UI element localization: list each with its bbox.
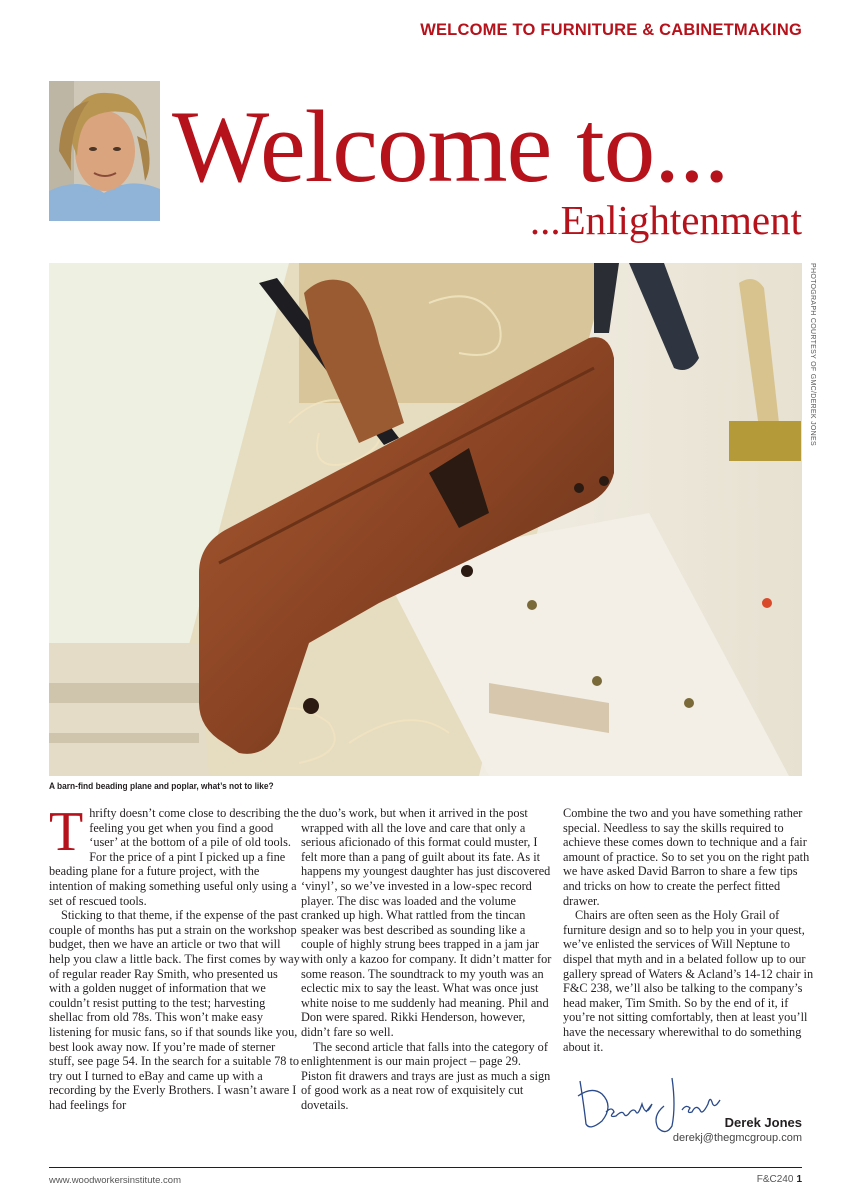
- paragraph: The second article that falls into the category of enlightenment is our main project – page 29. Piston fit drawers and trays are just as much a sign of good work as a neat row of exquisitely cut dovetails.: [301, 1039, 551, 1112]
- footer-url[interactable]: www.woodworkersinstitute.com: [49, 1175, 181, 1186]
- footer-issue: [757, 1174, 802, 1185]
- paragraph: Combine the two and you have something rather special. Needless to say the skills required to achieve these comes down to technique and a fair amount of practice. So to set you on the right path we have asked David Barron to share a few tips and tricks on how to create the perfect fitted drawer.: [563, 806, 810, 908]
- section-header: WELCOME TO FURNITURE & CABINETMAKING: [420, 21, 802, 39]
- drop-cap: T: [49, 801, 84, 863]
- paragraph: the duo’s work, but when it arrived in the post wrapped with all the love and care that only a serious aficionado of this format could muster, I felt more than a pang of guilt about its fate. As it happens my youngest daughter has just discovered ‘vinyl’, so we’ve invested in a low-spec record player. The disc was loaded and the volume cranked up high. What rattled from the tincan speaker was best described as sounding like a couple of highly strung bees trapped in a jam jar with only a kazoo for company. It didn’t matter for some reason. The soundtrack to my youth was an eclectic mix to say the least. What was once just white noise to me suddenly had meaning. Phil and Don were spared. Rikki Henderson, however, didn’t fare so well.: [301, 806, 552, 1039]
- page-number: 1: [796, 1174, 802, 1185]
- issue-number: F&C240: [756, 1174, 794, 1185]
- paragraph: Sticking to that theme, if the expense of the past couple of months has put a strain on the workshop budget, then we have an article or two that will help you claw a little back. The first comes by way of regular reader Ray Smith, who presented us with a golden nugget of information that we couldn’t resist putting to the test; harvesting shellac from old 78s. This won’t make easy listening for music fans, so if that sounds like you, best look away now. If you’re made of sterner stuff, see page 54. In the search for a suitable 78 to try out I turned to eBay and came up with a recording by the Everly Brothers. I wasn’t aware I had feelings for: [49, 908, 300, 1112]
- photo-credit-text: PHOTOGRAPH COURTESY OF GMC/DEREK JONES: [809, 263, 816, 446]
- photo-caption: A barn-find beading plane and poplar, what’s not to like?: [49, 781, 274, 792]
- author-name: Derek Jones: [724, 1115, 802, 1130]
- page-subtitle: ...Enlightenment: [529, 197, 802, 243]
- paragraph: Thrifty doesn’t come close to describing the feeling you get when you find a good ‘user’ at the bottom of a pile of old tools. For the price of a pint I picked up a fine beading plane for a future project, with the intention of making something useful only using a set of rescued tools.: [49, 801, 299, 908]
- portrait-image-icon: [49, 81, 160, 221]
- paragraph: Chairs are often seen as the Holy Grail of furniture design and so to help you in your quest, we’ve enlisted the services of Will Neptune to dispel that myth and in a belated follow up to our gallery spread of Waters & Acland’s 14-12 chair in F&C 238, we’ll also be talking to the company’s head maker, Tim Smith. So by the end of it, if you’re not sitting comfortably, then at least you’ll have the necessary wherewithal to do something about it.: [563, 908, 814, 1054]
- footer-divider: [49, 1167, 802, 1168]
- article-column-1: [49, 801, 301, 1112]
- article-column-3: [563, 806, 815, 1054]
- page-title: Welcome to...: [172, 90, 729, 204]
- beading-plane-photo-icon: [49, 263, 802, 776]
- signature-icon: [572, 1076, 742, 1136]
- editor-portrait: [49, 81, 160, 221]
- author-email[interactable]: derekj@thegmcgroup.com: [672, 1132, 802, 1144]
- hero-photo: [49, 263, 802, 776]
- photo-credit: [806, 263, 816, 446]
- article-column-2: [301, 806, 553, 1112]
